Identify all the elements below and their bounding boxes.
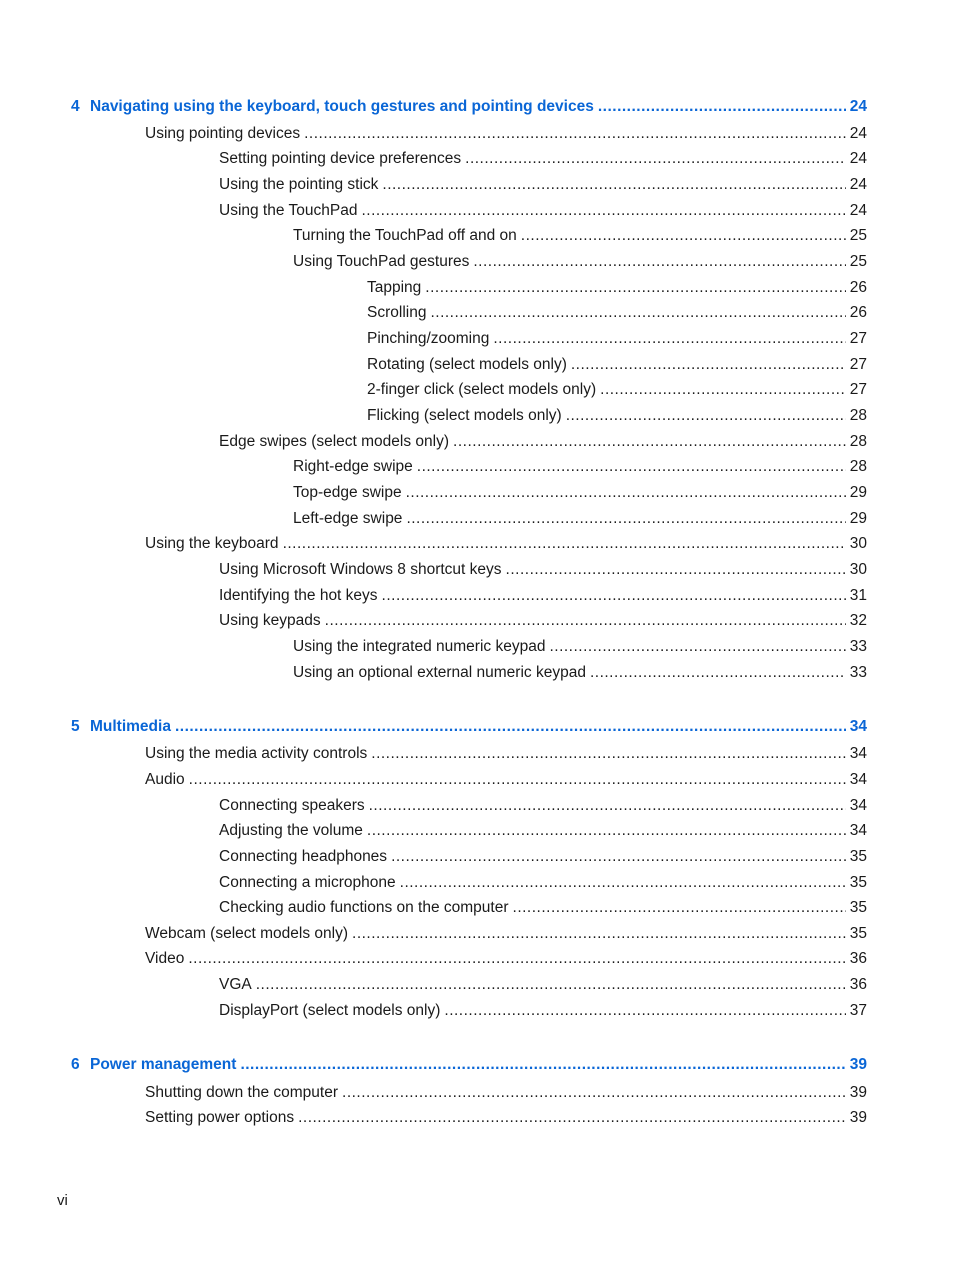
toc-entry[interactable] xyxy=(293,226,867,246)
dot-leader xyxy=(590,663,846,683)
page-number: 34 xyxy=(849,771,867,788)
toc-entry[interactable] xyxy=(219,175,867,195)
dot-leader xyxy=(566,406,846,426)
dot-leader xyxy=(473,252,845,272)
toc-entry[interactable] xyxy=(293,663,867,683)
page-number: 27 xyxy=(849,356,867,373)
page-number: 39 xyxy=(849,1056,867,1073)
dot-leader xyxy=(493,329,845,349)
dot-leader xyxy=(361,201,845,221)
dot-leader xyxy=(325,611,846,631)
dot-leader xyxy=(382,586,846,606)
dot-leader xyxy=(352,924,846,944)
entry-title: Video xyxy=(145,950,185,967)
toc-entry[interactable] xyxy=(367,355,867,375)
dot-leader xyxy=(444,1001,845,1021)
toc-entry[interactable] xyxy=(219,796,867,816)
page-number: 34 xyxy=(849,822,867,839)
dot-leader xyxy=(342,1083,846,1103)
dot-leader xyxy=(417,457,846,477)
dot-leader xyxy=(175,717,846,737)
page-number: 28 xyxy=(849,458,867,475)
dot-leader xyxy=(465,149,846,169)
toc-chapter-5[interactable] xyxy=(71,717,867,737)
dot-leader xyxy=(382,175,845,195)
toc-entry[interactable] xyxy=(219,560,867,580)
toc-entry[interactable] xyxy=(145,534,867,554)
toc-entry[interactable] xyxy=(293,252,867,272)
dot-leader xyxy=(298,1108,846,1128)
footer-page-number: vi xyxy=(57,1192,68,1209)
toc-entry[interactable] xyxy=(219,611,867,631)
page-number: 34 xyxy=(849,797,867,814)
chapter-number: 4 xyxy=(71,98,80,115)
toc-entry[interactable] xyxy=(293,457,867,477)
entry-title: Using an optional external numeric keypad xyxy=(293,664,586,681)
toc-entry[interactable] xyxy=(145,124,867,144)
entry-title: Using the media activity controls xyxy=(145,745,368,762)
dot-leader xyxy=(188,949,845,969)
entry-title: Identifying the hot keys xyxy=(219,587,378,604)
toc-entry[interactable] xyxy=(145,770,867,790)
page-number: 27 xyxy=(849,330,867,347)
page-number: 25 xyxy=(849,253,867,270)
toc-entry[interactable] xyxy=(293,483,867,503)
page-number: 24 xyxy=(849,98,867,115)
page-number: 24 xyxy=(849,202,867,219)
entry-title: Setting pointing device preferences xyxy=(219,150,462,167)
page-number: 34 xyxy=(849,745,867,762)
toc-entry[interactable] xyxy=(293,509,867,529)
dot-leader xyxy=(513,898,846,918)
toc-entry[interactable] xyxy=(367,329,867,349)
entry-title: Connecting a microphone xyxy=(219,874,396,891)
entry-title: Webcam (select models only) xyxy=(145,925,349,942)
entry-title: Tapping xyxy=(367,279,422,296)
toc-entry[interactable] xyxy=(219,847,867,867)
dot-leader xyxy=(369,796,846,816)
page-number: 29 xyxy=(849,484,867,501)
chapter-title: Navigating using the keyboard, touch gestures and pointing devices xyxy=(90,98,594,115)
entry-title: Using the pointing stick xyxy=(219,176,379,193)
toc-chapter-6[interactable] xyxy=(71,1055,867,1075)
dot-leader xyxy=(600,380,846,400)
page-number: 33 xyxy=(849,664,867,681)
entry-title: Left-edge swipe xyxy=(293,510,403,527)
page-number: 24 xyxy=(849,125,867,142)
toc-entry[interactable] xyxy=(219,975,867,995)
toc-entry[interactable] xyxy=(145,1083,867,1103)
toc-entry[interactable] xyxy=(219,873,867,893)
entry-title: Pinching/zooming xyxy=(367,330,490,347)
page-number: 25 xyxy=(849,227,867,244)
page-number: 29 xyxy=(849,510,867,527)
entry-title: Rotating (select models only) xyxy=(367,356,567,373)
toc-entry[interactable] xyxy=(219,201,867,221)
page-number: 36 xyxy=(849,976,867,993)
page-number: 24 xyxy=(849,150,867,167)
dot-leader xyxy=(240,1055,845,1075)
toc-entry[interactable] xyxy=(145,744,867,764)
dot-leader xyxy=(371,744,845,764)
entry-title: Flicking (select models only) xyxy=(367,407,562,424)
entry-title: Using pointing devices xyxy=(145,125,301,142)
page-number: 39 xyxy=(849,1109,867,1126)
dot-leader xyxy=(189,770,846,790)
toc-entry[interactable] xyxy=(219,149,867,169)
entry-title: Using the keyboard xyxy=(145,535,279,552)
chapter-title: Power management xyxy=(90,1056,237,1073)
dot-leader xyxy=(400,873,846,893)
entry-title: Connecting speakers xyxy=(219,797,365,814)
page-number: 35 xyxy=(849,848,867,865)
entry-title: Setting power options xyxy=(145,1109,295,1126)
page-number: 26 xyxy=(849,279,867,296)
toc-entry[interactable] xyxy=(367,278,867,298)
toc-entry[interactable] xyxy=(145,1108,867,1128)
toc-entry[interactable] xyxy=(367,303,867,323)
dot-leader xyxy=(430,303,845,323)
page-number: 39 xyxy=(849,1084,867,1101)
entry-title: Using TouchPad gestures xyxy=(293,253,470,270)
entry-title: Using the integrated numeric keypad xyxy=(293,638,546,655)
toc-entry[interactable] xyxy=(145,949,867,969)
entry-title: Using keypads xyxy=(219,612,321,629)
dot-leader xyxy=(406,483,846,503)
page-number: 35 xyxy=(849,925,867,942)
entry-title: Checking audio functions on the computer xyxy=(219,899,509,916)
dot-leader xyxy=(283,534,846,554)
entry-title: Connecting headphones xyxy=(219,848,388,865)
page-number: 35 xyxy=(849,899,867,916)
dot-leader xyxy=(367,821,846,841)
page-number: 36 xyxy=(849,950,867,967)
page-number: 35 xyxy=(849,874,867,891)
page-number: 28 xyxy=(849,433,867,450)
toc-entry[interactable] xyxy=(219,898,867,918)
page-number: 31 xyxy=(849,587,867,604)
dot-leader xyxy=(391,847,846,867)
dot-leader xyxy=(304,124,846,144)
page-number: 30 xyxy=(849,561,867,578)
toc-entry[interactable] xyxy=(145,924,867,944)
entry-title: Turning the TouchPad off and on xyxy=(293,227,517,244)
entry-title: 2-finger click (select models only) xyxy=(367,381,597,398)
page-number: 26 xyxy=(849,304,867,321)
entry-title: Shutting down the computer xyxy=(145,1084,339,1101)
page-number: 27 xyxy=(849,381,867,398)
chapter-number: 5 xyxy=(71,718,80,735)
page-number: 34 xyxy=(849,718,867,735)
toc-entry[interactable] xyxy=(293,637,867,657)
page-number: 37 xyxy=(849,1002,867,1019)
dot-leader xyxy=(506,560,846,580)
dot-leader xyxy=(571,355,846,375)
page-number: 32 xyxy=(849,612,867,629)
entry-title: Top-edge swipe xyxy=(293,484,402,501)
entry-title: Adjusting the volume xyxy=(219,822,363,839)
entry-title: Using the TouchPad xyxy=(219,202,358,219)
dot-leader xyxy=(256,975,846,995)
toc-entry[interactable] xyxy=(367,380,867,400)
toc-entry[interactable] xyxy=(219,432,867,452)
entry-title: VGA xyxy=(219,976,252,993)
page-number: 28 xyxy=(849,407,867,424)
dot-leader xyxy=(521,226,846,246)
toc-entry[interactable] xyxy=(367,406,867,426)
chapter-number: 6 xyxy=(71,1056,80,1073)
toc-entry[interactable] xyxy=(219,586,867,606)
toc-entry[interactable] xyxy=(219,821,867,841)
page-number: 30 xyxy=(849,535,867,552)
chapter-title: Multimedia xyxy=(90,718,171,735)
dot-leader xyxy=(425,278,845,298)
entry-title: Scrolling xyxy=(367,304,427,321)
dot-leader xyxy=(453,432,846,452)
toc-chapter-4[interactable] xyxy=(71,97,867,117)
entry-title: Right-edge swipe xyxy=(293,458,413,475)
dot-leader xyxy=(598,97,846,117)
page-number: 24 xyxy=(849,176,867,193)
entry-title: Using Microsoft Windows 8 shortcut keys xyxy=(219,561,502,578)
entry-title: Edge swipes (select models only) xyxy=(219,433,450,450)
entry-title: DisplayPort (select models only) xyxy=(219,1002,441,1019)
entry-title: Audio xyxy=(145,771,185,788)
page-number: 33 xyxy=(849,638,867,655)
dot-leader xyxy=(549,637,845,657)
toc-entry[interactable] xyxy=(219,1001,867,1021)
dot-leader xyxy=(406,509,845,529)
